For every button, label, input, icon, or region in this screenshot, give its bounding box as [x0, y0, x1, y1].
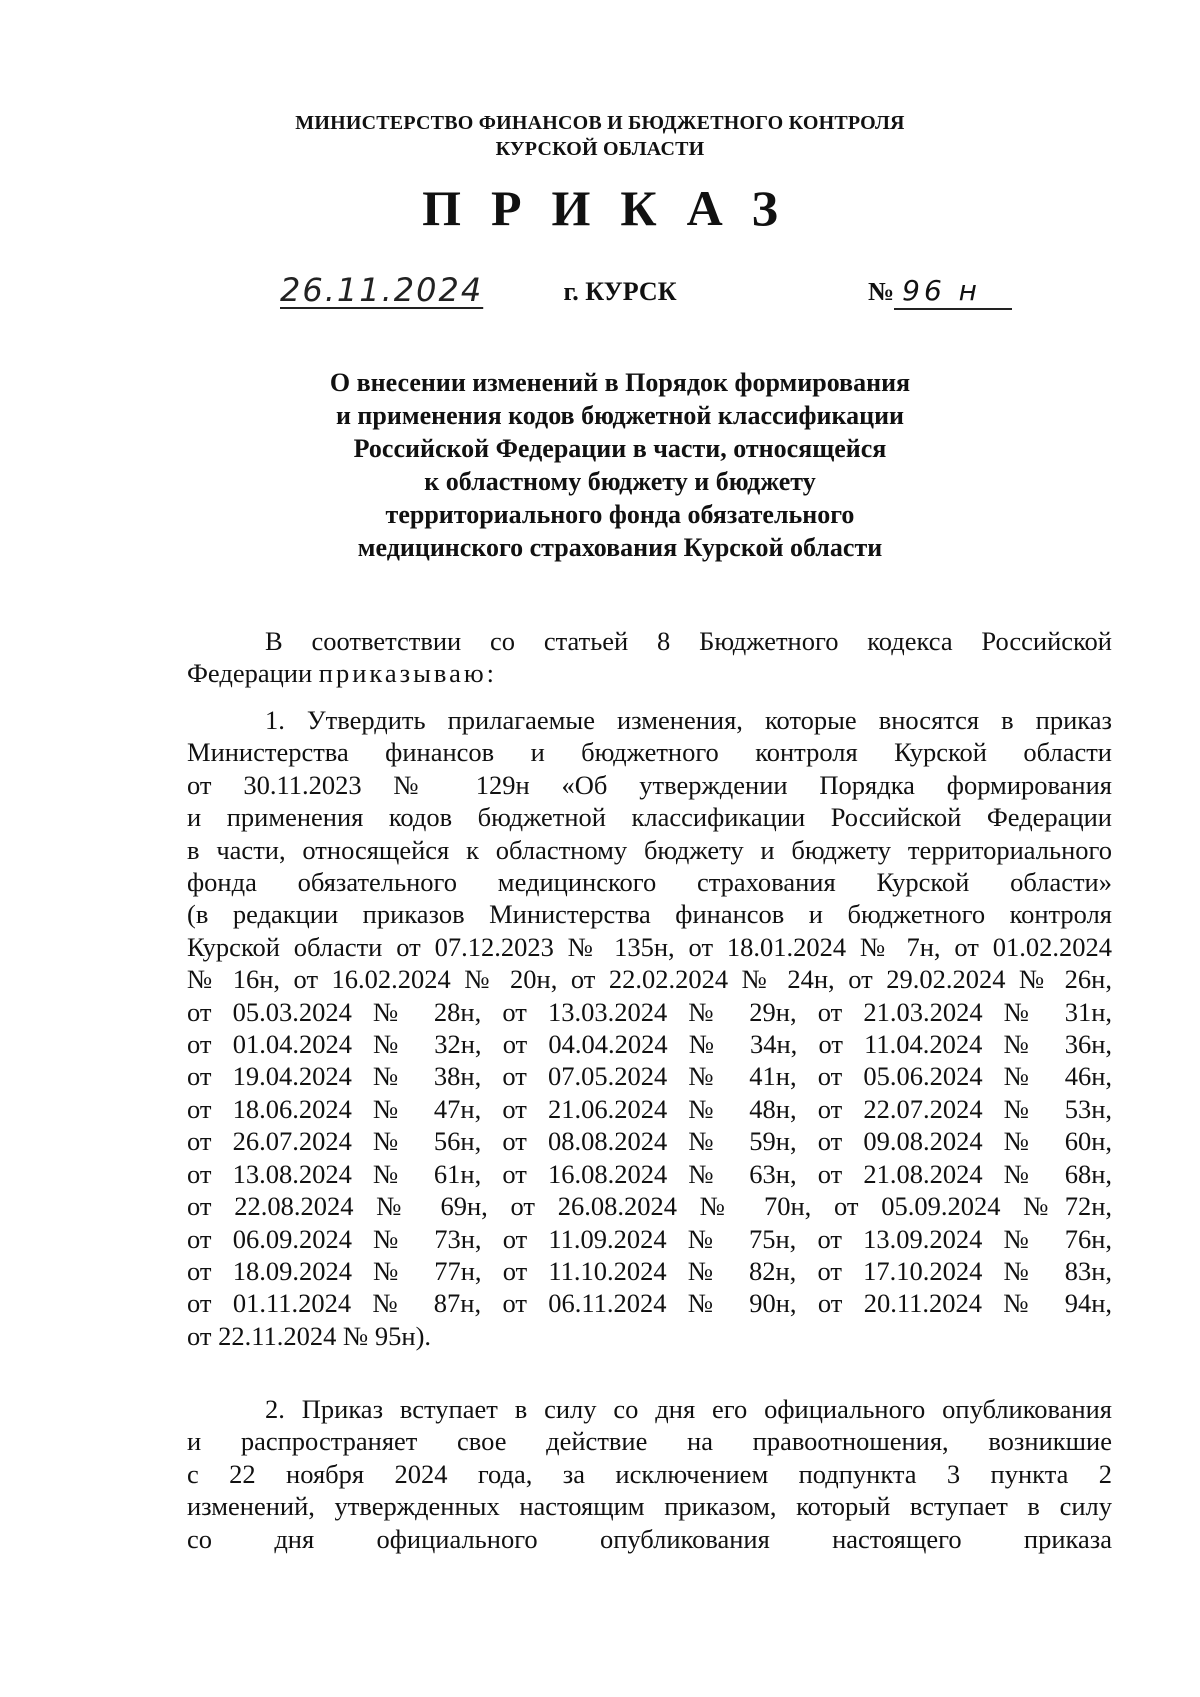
paragraph-line: со дня официального опубликования настоящего приказа: [187, 1523, 1112, 1554]
ministry-line-2: КУРСКОЙ ОБЛАСТИ: [495, 138, 705, 160]
intro-line: В соответствии со статьей 8 Бюджетного кодекса Российской: [265, 626, 1112, 656]
number-sign: №: [868, 277, 895, 306]
ministry-name: [0, 110, 1200, 162]
paragraph-line: и распространяет свое действие на правоотношения, возникшие: [187, 1426, 1112, 1457]
paragraph-2: [187, 1393, 1112, 1555]
paragraph-line: Курской области от 07.12.2023 № 135н, от 18.01.2024 № 7н, от 01.02.2024: [187, 931, 1112, 962]
intro-punct: :: [486, 658, 495, 689]
document-heading: [0, 366, 1200, 564]
paragraph-line: от 18.06.2024 № 47н, от 21.06.2024 № 48н, от 22.07.2024 № 53н,: [187, 1093, 1112, 1124]
heading-line: медицинского страхования Курской области: [357, 533, 883, 562]
paragraph-line: изменений, утвержденных настоящим приказом, который вступает в силу: [187, 1491, 1112, 1522]
heading-line: к областному бюджету и бюджету: [424, 467, 816, 496]
paragraph-line: от 13.08.2024 № 61н, от 16.08.2024 № 63н, от 21.08.2024 № 68н,: [187, 1158, 1112, 1189]
paragraph-line: от 19.04.2024 № 38н, от 07.05.2024 № 41н, от 05.06.2024 № 46н,: [187, 1061, 1112, 1092]
paragraph-line: от 22.08.2024 № 69н, от 26.08.2024 № 70н, от 05.09.2024 №72н,: [187, 1191, 1112, 1222]
paragraph-line: фонда обязательного медицинского страхования Курской области»: [187, 867, 1112, 898]
paragraph-line: от 06.09.2024 № 73н, от 11.09.2024 № 75н, от 13.09.2024 № 76н,: [187, 1223, 1112, 1254]
intro-command-word: приказываю: [318, 658, 487, 689]
order-date-handwritten: 26.11.2024: [280, 271, 484, 309]
paragraph-line: и применения кодов бюджетной классификации Российской Федерации: [187, 802, 1112, 833]
heading-line: территориального фонда обязательного: [385, 500, 855, 529]
heading-line: О внесении изменений в Порядок формирования: [329, 368, 911, 397]
order-number: [868, 274, 1012, 310]
paragraph-line: от 18.09.2024 № 77н, от 11.10.2024 № 82н, от 17.10.2024 № 83н,: [187, 1255, 1112, 1286]
heading-line: Российской Федерации в части, относящейся: [353, 434, 887, 463]
order-number-handwritten: 96 н: [894, 274, 1012, 310]
paragraph-line: от 01.04.2024 № 32н, от 04.04.2024 № 34н, от 11.04.2024 № 36н,: [187, 1029, 1112, 1060]
paragraph-line: (в редакции приказов Министерства финансов и бюджетного контроля: [187, 899, 1112, 930]
document-type-title: ПРИКАЗ: [422, 180, 808, 236]
paragraph-line: от 05.03.2024 № 28н, от 13.03.2024 № 29н, от 21.03.2024 № 31н,: [187, 996, 1112, 1027]
intro-line: [187, 657, 1112, 689]
paragraph-line: от 30.11.2023 № 129н «Об утверждении Порядка формирования: [187, 769, 1112, 800]
ministry-line-1: МИНИСТЕРСТВО ФИНАНСОВ И БЮДЖЕТНОГО КОНТРОЛЯ: [295, 112, 905, 134]
paragraph-line: № 16н, от 16.02.2024 № 20н, от 22.02.2024 № 24н, от 29.02.2024 № 26н,: [187, 964, 1112, 995]
paragraph-1: [187, 704, 1112, 1352]
heading-line: и применения кодов бюджетной классификации: [335, 401, 905, 430]
paragraph-line: от 22.11.2024 № 95н).: [187, 1320, 432, 1351]
paragraph-line: в части, относящейся к областному бюджету и бюджету территориального: [187, 834, 1112, 865]
paragraph-line: от 01.11.2024 № 87н, от 06.11.2024 № 90н, от 20.11.2024 № 94н,: [187, 1288, 1112, 1319]
paragraph-line: 1. Утвердить прилагаемые изменения, которые вносятся в приказ: [265, 705, 1112, 735]
paragraph-line: Министерства финансов и бюджетного контроля Курской области: [187, 737, 1112, 768]
order-city: г. КУРСК: [563, 277, 677, 306]
intro-text: Федерации: [187, 658, 319, 689]
paragraph-line: от 26.07.2024 № 56н, от 08.08.2024 № 59н, от 09.08.2024 № 60н,: [187, 1126, 1112, 1157]
paragraph-line: 2. Приказ вступает в силу со дня его официального опубликования: [265, 1394, 1112, 1424]
paragraph-line: с 22 ноября 2024 года, за исключением подпункта 3 пункта 2: [187, 1458, 1112, 1489]
intro-paragraph: [187, 625, 1112, 690]
